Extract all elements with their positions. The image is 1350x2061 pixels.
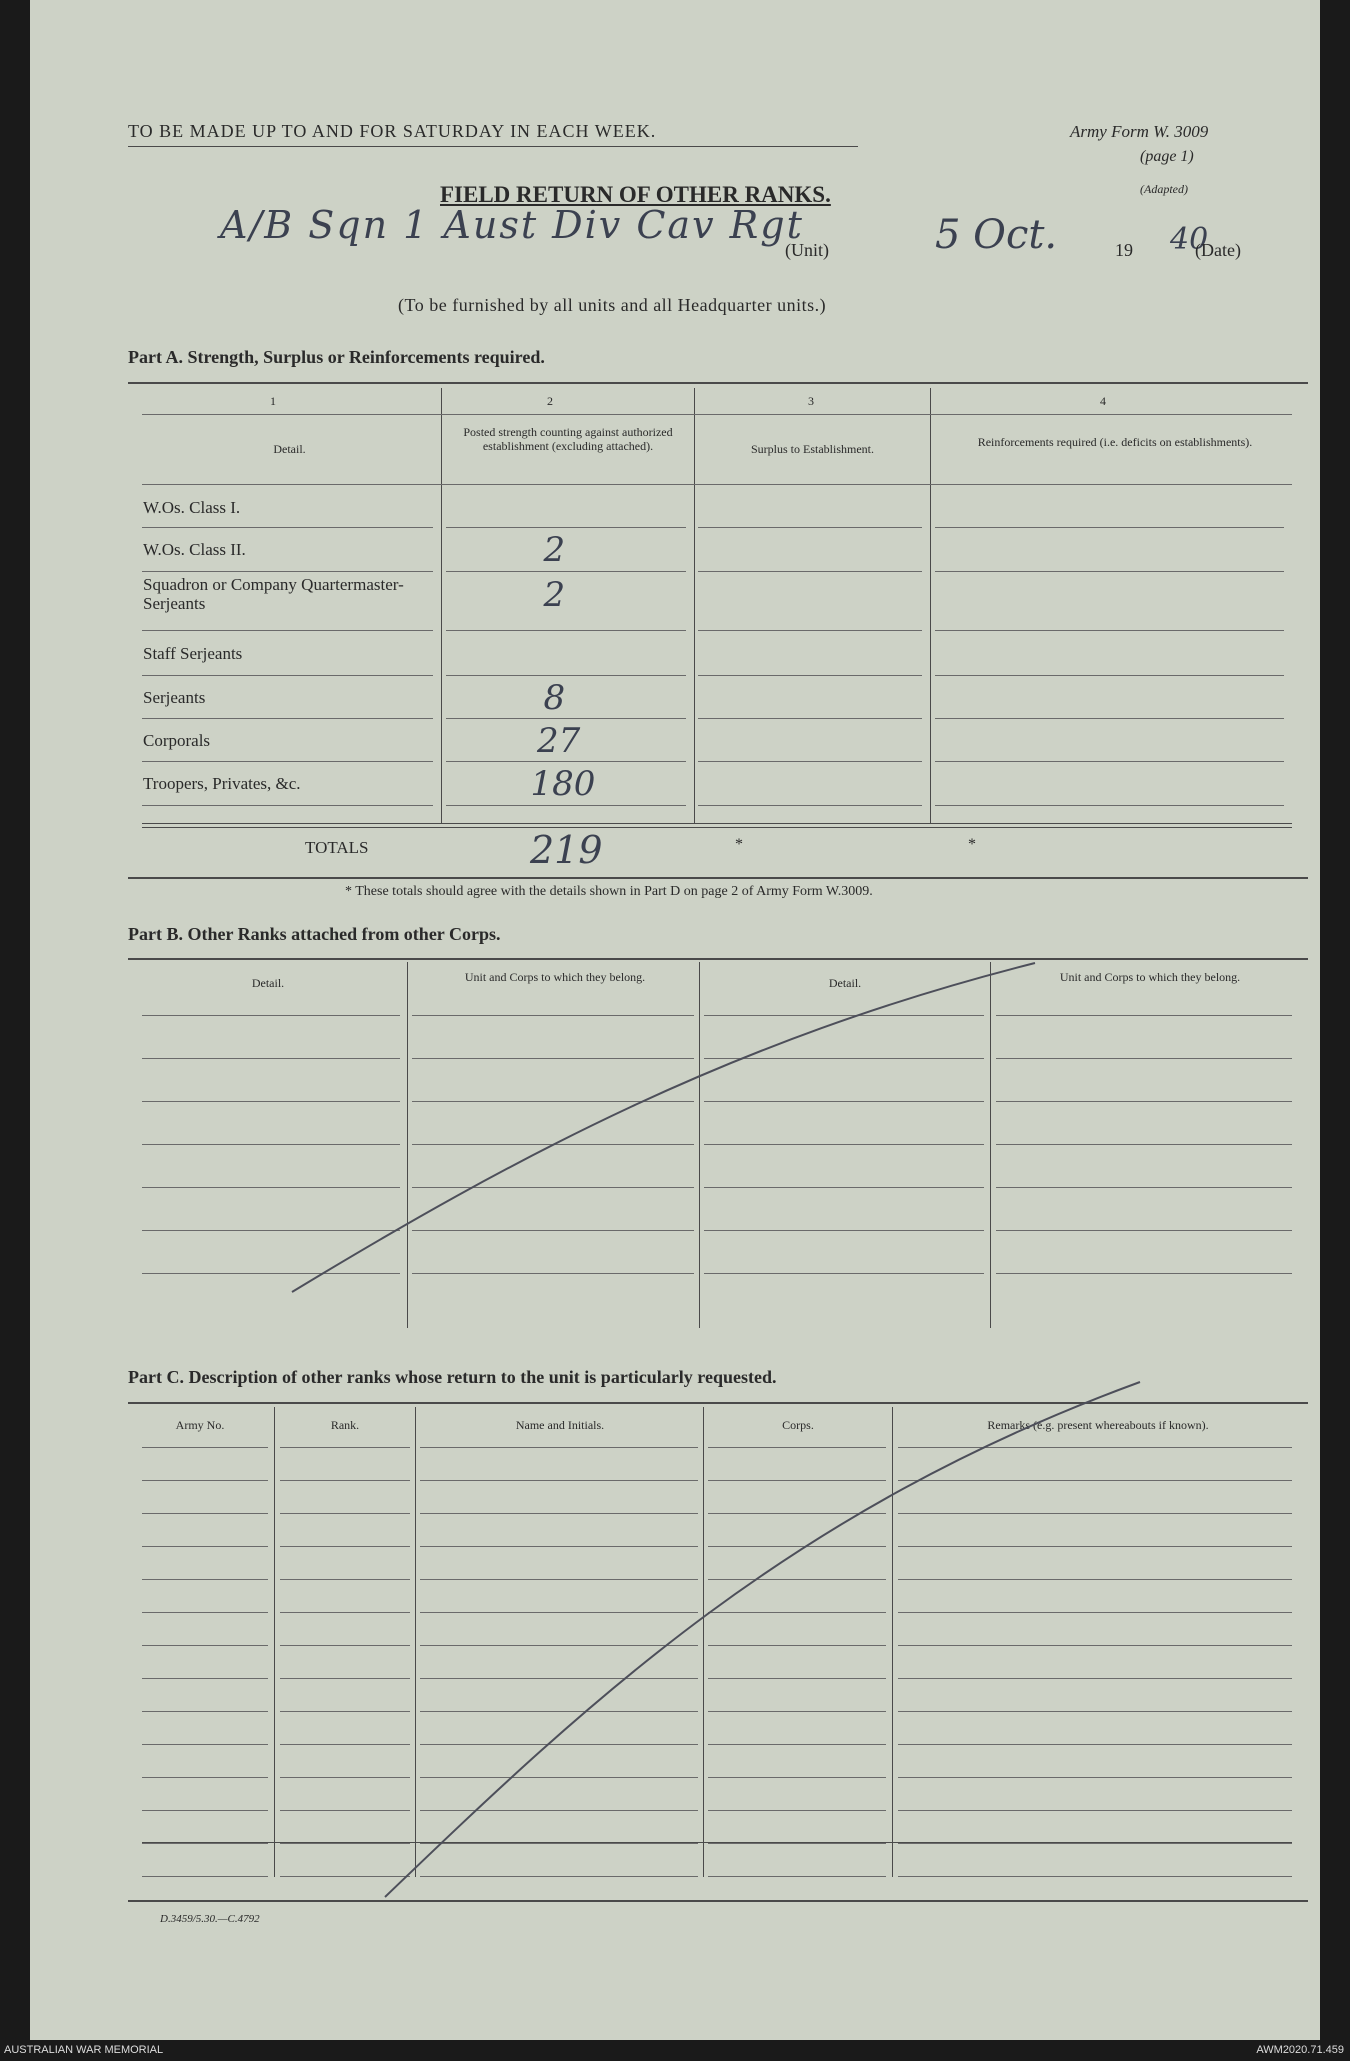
year-handwritten: 40 (1170, 222, 1209, 257)
col-header-posted-strength: Posted strength counting against authorized establishment (excluding attached). (463, 425, 673, 453)
b-col-unit-corps-2: Unit and Corps to which they belong. (1059, 970, 1241, 984)
b-col-detail-2: Detail. (828, 976, 862, 990)
col-number-3: 3 (808, 394, 814, 408)
b-col-unit-corps-1: Unit and Corps to which they belong. (464, 970, 646, 984)
print-code: D.3459/5.30.—C.4792 (160, 1913, 260, 1925)
form-sheet (30, 0, 1320, 2040)
form-page: (page 1) (1140, 148, 1194, 165)
part-a-heading: Part A. Strength, Surplus or Reinforcements required. (128, 347, 545, 367)
part-a-row-value: 8 (543, 678, 566, 718)
b-col-detail-1: Detail. (251, 976, 285, 990)
form-adapted: (Adapted) (1140, 182, 1188, 196)
totals-label: TOTALS (305, 838, 369, 857)
totals-value: 219 (530, 828, 603, 872)
c-col-corps: Corps. (782, 1418, 814, 1432)
part-c-strike-line (385, 1382, 1140, 1897)
part-a-row-label: Staff Serjeants (143, 644, 243, 663)
part-a-row-value: 180 (530, 764, 596, 804)
subtitle: (To be furnished by all units and all Headquarter units.) (398, 295, 827, 315)
part-c-heading: Part C. Description of other ranks whose return to the unit is particularly requested. (128, 1367, 777, 1387)
c-col-army-no: Army No. (175, 1418, 225, 1432)
col-header-detail: Detail. (273, 442, 306, 456)
part-a-row-value: 27 (537, 721, 581, 761)
part-a-row-label: W.Os. Class II. (143, 540, 246, 559)
col-number-4: 4 (1100, 394, 1106, 408)
totals-note: * These totals should agree with the details shown in Part D on page 2 of Army Form W.3009. (345, 884, 873, 899)
footer-right: AWM2020.71.459 (1256, 2044, 1344, 2056)
archive-footer (0, 2040, 1350, 2061)
form-title: FIELD RETURN OF OTHER RANKS. (440, 182, 831, 207)
part-a-row-label: Corporals (143, 731, 211, 750)
part-a-row-label: Troopers, Privates, &c. (143, 774, 301, 793)
unit-label: (Unit) (785, 240, 829, 260)
footer-left: AUSTRALIAN WAR MEMORIAL (4, 2044, 164, 2056)
reinforcements-total-asterisk: * (968, 836, 976, 853)
c-col-name: Name and Initials. (515, 1418, 605, 1432)
instruction-text: TO BE MADE UP TO AND FOR SATURDAY IN EACH WEEK. (128, 121, 657, 141)
part-a-row-value: 2 (543, 575, 566, 615)
year-prefix: 19 (1115, 240, 1133, 260)
part-a-row-value: 2 (543, 530, 566, 570)
date-handwritten: 5 Oct. (935, 212, 1058, 258)
c-col-rank: Rank. (330, 1418, 360, 1432)
part-b-heading: Part B. Other Ranks attached from other Corps. (128, 924, 501, 944)
surplus-total-asterisk: * (735, 836, 743, 853)
date-label: (Date) (1195, 240, 1241, 260)
col-number-1: 1 (270, 394, 276, 408)
part-b-strike-line (292, 963, 1035, 1292)
c-col-remarks: Remarks (e.g. present whereabouts if known). (987, 1418, 1209, 1432)
part-a-row-label: W.Os. Class I. (143, 498, 241, 517)
col-number-2: 2 (547, 394, 553, 408)
col-header-surplus: Surplus to Establishment. (751, 442, 874, 456)
form-name: Army Form W. 3009 (1070, 122, 1209, 141)
part-a-row-label: Serjeants (143, 688, 206, 707)
part-a-row-label: Squadron or Company Quartermaster-Serjeants (143, 575, 404, 613)
pencil-strike-lines (30, 0, 1320, 2040)
col-header-reinforcements: Reinforcements required (i.e. deficits on establishments). (977, 435, 1253, 449)
unit-handwritten: A/B Sqn 1 Aust Div Cav Rgt (220, 203, 804, 247)
